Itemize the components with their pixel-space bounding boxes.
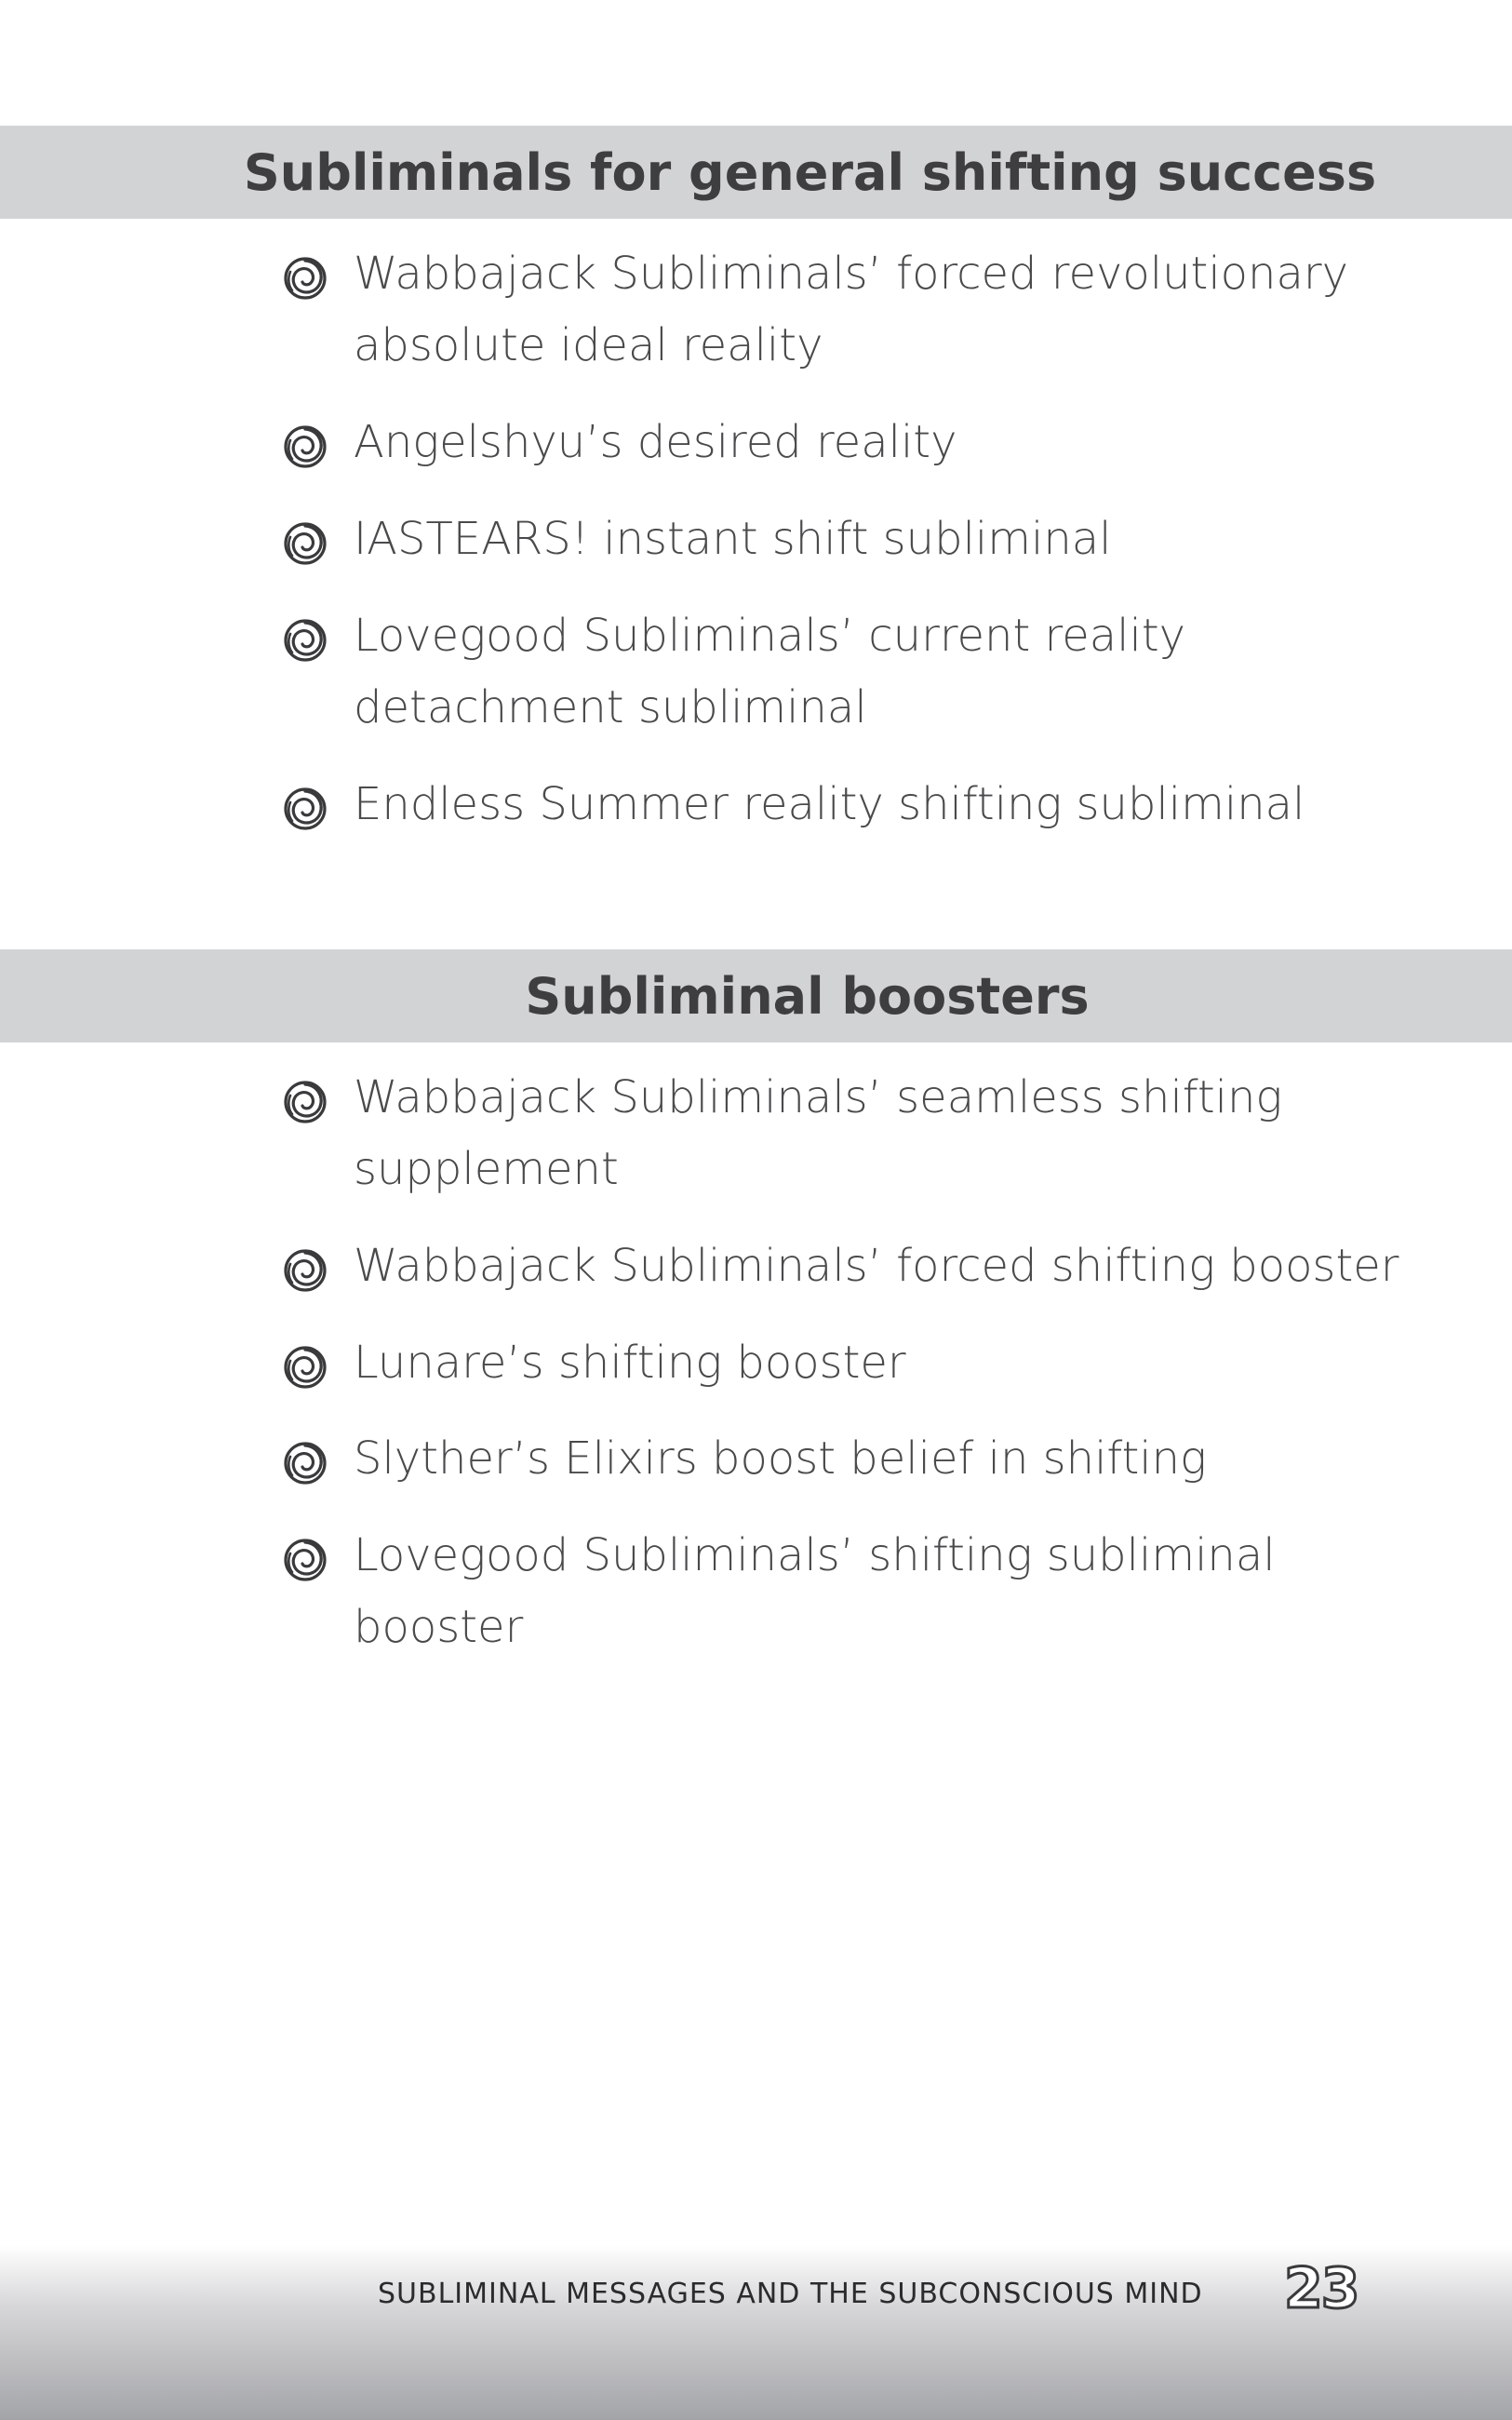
- list-item: Lovegood Subliminals’ shifting subliminal booster: [354, 1520, 1414, 1663]
- page-number: 23: [1284, 2256, 1358, 2321]
- list-item: Lovegood Subliminals’ current reality detachment subliminal: [354, 600, 1414, 744]
- spiral-swirl-icon: [283, 1538, 328, 1582]
- spiral-swirl-icon: [283, 424, 328, 469]
- spiral-swirl-icon: [283, 521, 328, 566]
- list-item: Wabbajack Subliminals’ forced revolutionary absolute ideal reality: [354, 238, 1414, 382]
- running-title: SUBLIMINAL MESSAGES AND THE SUBCONSCIOUS MIND: [378, 2278, 1203, 2310]
- spiral-swirl-icon: [283, 1248, 328, 1293]
- list-item: Lunare’s shifting booster: [354, 1327, 1414, 1399]
- list-item: Wabbajack Subliminals’ forced shifting booster: [354, 1230, 1414, 1302]
- section-header-subliminal-boosters: [0, 949, 1512, 1042]
- spiral-swirl-icon: [283, 1080, 328, 1124]
- spiral-swirl-icon: [283, 1345, 328, 1390]
- spiral-swirl-icon: [283, 786, 328, 831]
- section-header-general-shifting: [0, 126, 1512, 219]
- spiral-swirl-icon: [283, 1441, 328, 1486]
- list-item: Wabbajack Subliminals’ seamless shifting supplement: [354, 1062, 1414, 1205]
- section-title: Subliminal boosters: [525, 966, 1090, 1026]
- spiral-swirl-icon: [283, 618, 328, 663]
- list-item: Angelshyu’s desired reality: [354, 407, 1414, 478]
- list-item: Endless Summer reality shifting subliminal: [354, 769, 1414, 840]
- list-item: IASTEARS! instant shift subliminal: [354, 504, 1414, 575]
- section-title: Subliminals for general shifting success: [243, 142, 1377, 202]
- spiral-swirl-icon: [283, 256, 328, 301]
- list-item: Slyther’s Elixirs boost belief in shifting: [354, 1423, 1414, 1495]
